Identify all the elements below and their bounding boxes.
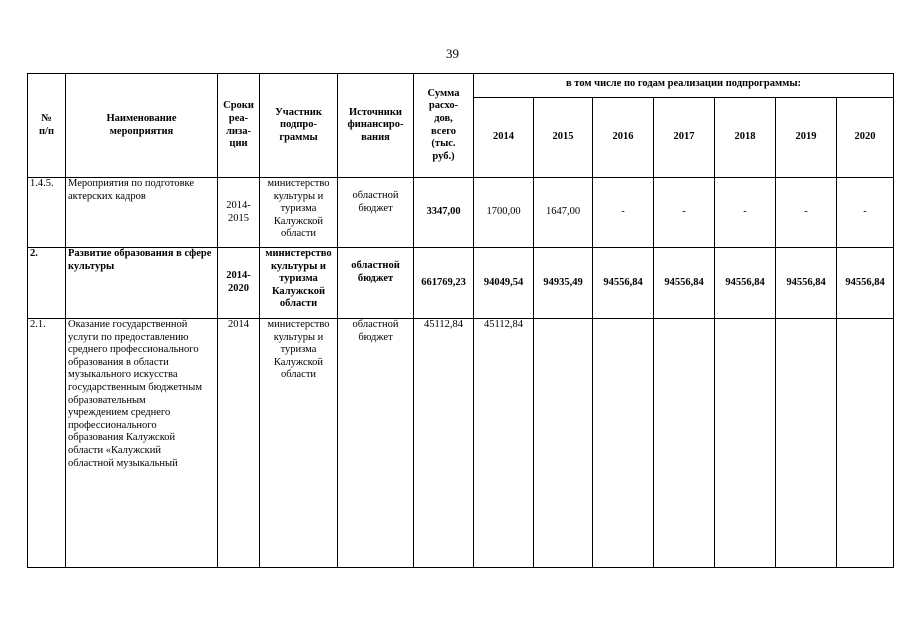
row-source: областной бюджет xyxy=(338,319,414,568)
budget-table xyxy=(27,73,894,568)
row-year-2016 xyxy=(593,319,654,568)
header-year-2018: 2018 xyxy=(715,98,776,178)
row-year-2015 xyxy=(534,319,593,568)
row-year-2014: 1700,00 xyxy=(474,178,534,248)
row-year-2019: 94556,84 xyxy=(776,248,837,319)
row-year-2017: 94556,84 xyxy=(654,248,715,319)
header-participant: Участник подпро- граммы xyxy=(260,74,338,178)
row-source: областной бюджет xyxy=(338,178,414,248)
row-terms: 2014 xyxy=(218,319,260,568)
row-participant: министерство культуры и туризма Калужской области xyxy=(260,248,338,319)
row-year-2015: 94935,49 xyxy=(534,248,593,319)
row-source: областной бюджет xyxy=(338,248,414,319)
row-participant: министерство культуры и туризма Калужской области xyxy=(260,178,338,248)
header-year-2020: 2020 xyxy=(837,98,894,178)
page-number: 39 xyxy=(446,46,459,61)
table-row xyxy=(28,178,894,248)
row-year-2019: - xyxy=(776,178,837,248)
row-year-2016: 94556,84 xyxy=(593,248,654,319)
header-year-2017: 2017 xyxy=(654,98,715,178)
row-terms: 2014- 2015 xyxy=(218,178,260,248)
header-year-2015: 2015 xyxy=(534,98,593,178)
row-year-2014: 45112,84 xyxy=(474,319,534,568)
row-num: 2. xyxy=(28,248,66,319)
row-name: Оказание государственной услуги по предоставлению среднего профессионального образования в области музыкального искусства государственным бюджетным образовательным учреждением среднего профессионального образования Калужской области «Калужский областной музыкальный xyxy=(66,319,218,568)
row-sum: 3347,00 xyxy=(414,178,474,248)
header-year-2019: 2019 xyxy=(776,98,837,178)
header-sum: Сумма расхо- дов, всего (тыс. руб.) xyxy=(414,74,474,178)
row-year-2020 xyxy=(837,319,894,568)
row-year-2018: 94556,84 xyxy=(715,248,776,319)
header-name: Наименование мероприятия xyxy=(66,74,218,178)
row-year-2014: 94049,54 xyxy=(474,248,534,319)
header-terms: Сроки реа- лиза- ции xyxy=(218,74,260,178)
row-sum: 45112,84 xyxy=(414,319,474,568)
header-year-2014: 2014 xyxy=(474,98,534,178)
row-year-2018 xyxy=(715,319,776,568)
table-row xyxy=(28,319,894,568)
row-year-2019 xyxy=(776,319,837,568)
header-years-group: в том числе по годам реализации подпрограммы: xyxy=(474,74,894,98)
row-year-2016: - xyxy=(593,178,654,248)
row-year-2017 xyxy=(654,319,715,568)
row-year-2020: - xyxy=(837,178,894,248)
row-year-2017: - xyxy=(654,178,715,248)
header-sources: Источники финансиро- вания xyxy=(338,74,414,178)
row-name: Мероприятия по подготовке актерских кадров xyxy=(66,178,218,248)
table-header-row-1 xyxy=(28,74,894,98)
row-name: Развитие образования в сфере культуры xyxy=(66,248,218,319)
row-year-2020: 94556,84 xyxy=(837,248,894,319)
row-year-2015: 1647,00 xyxy=(534,178,593,248)
row-participant: министерство культуры и туризма Калужской области xyxy=(260,319,338,568)
row-year-2018: - xyxy=(715,178,776,248)
row-sum: 661769,23 xyxy=(414,248,474,319)
header-num: № п/п xyxy=(28,74,66,178)
table-row xyxy=(28,248,894,319)
row-terms: 2014- 2020 xyxy=(218,248,260,319)
row-num: 1.4.5. xyxy=(28,178,66,248)
header-year-2016: 2016 xyxy=(593,98,654,178)
row-num: 2.1. xyxy=(28,319,66,568)
